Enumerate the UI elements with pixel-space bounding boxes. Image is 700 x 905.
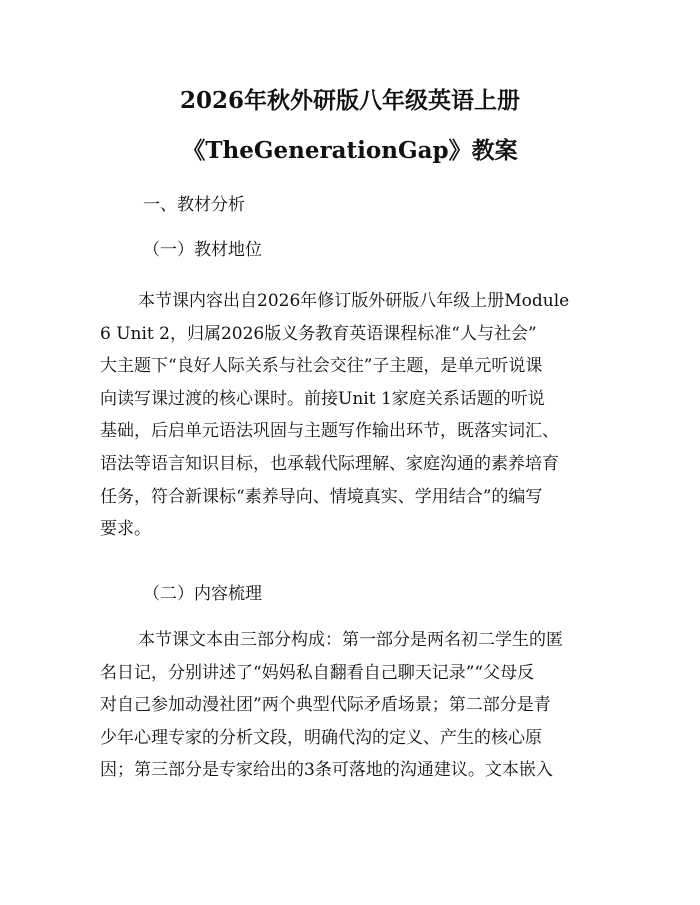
document-title-line-2: 《TheGenerationGap》教案: [182, 137, 518, 164]
paragraph-line: 因；第三部分是专家给出的3条可落地的沟通建议。文本嵌入: [100, 760, 553, 781]
paragraph-line: 向读写课过渡的核心课时。前接Unit 1家庭关系话题的听说: [100, 388, 545, 409]
paragraph-line: 少年心理专家的分析文段，明确代沟的定义、产生的核心原: [100, 727, 542, 748]
section-heading-textbook-analysis: 一、教材分析: [143, 195, 245, 215]
paragraph-line: 语法等语言知识目标，也承载代际理解、家庭沟通的素养培育: [100, 453, 559, 474]
document-title-line-1: 2026年秋外研版八年级英语上册: [179, 87, 520, 114]
paragraph-line: 对自己参加动漫社团”两个典型代际矛盾场景；第二部分是青: [100, 695, 551, 716]
subsection-heading-content-outline: （二）内容梳理: [143, 584, 262, 604]
subsection-heading-textbook-position: （一）教材地位: [143, 240, 262, 260]
paragraph-line: 基础，后启单元语法巩固与主题写作输出环节，既落实词汇、: [100, 421, 559, 442]
paragraph-line: 本节课内容出自2026年修订版外研版八年级上册Module: [138, 291, 570, 311]
paragraph-line: 6 Unit 2，归属2026版义务教育英语课程标准“人与社会”: [100, 323, 537, 344]
paragraph-line: 本节课文本由三部分构成：第一部分是两名初二学生的匿: [138, 630, 563, 650]
paragraph-content-outline: [100, 624, 600, 787]
paragraph-line: 要求。: [100, 519, 151, 540]
paragraph-line: 名日记，分别讲述了“妈妈私自翻看自己聊天记录”“父母反: [100, 662, 535, 683]
paragraph-line: 任务，符合新课标“素养导向、情境真实、学用结合”的编写: [100, 486, 543, 507]
paragraph-line: 大主题下“良好人际关系与社会交往”子主题，是单元听说课: [100, 356, 543, 377]
paragraph-textbook-position: [100, 285, 600, 546]
